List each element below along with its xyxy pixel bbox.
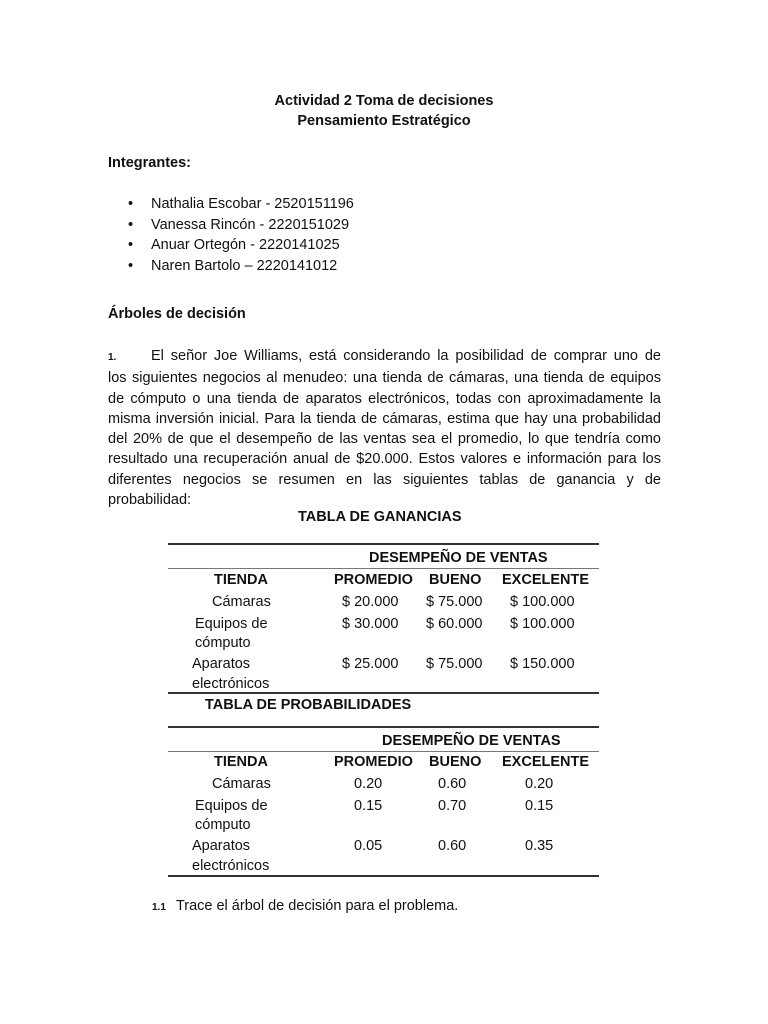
column-header: EXCELENTE <box>502 754 590 770</box>
table-cell: $ 60.000 <box>426 616 483 632</box>
table-cell: Cámaras <box>212 776 271 792</box>
paragraph-line: resultado una recuperación anual de $20.000. Estos valores e información para los <box>108 451 661 468</box>
task-line <box>152 898 458 914</box>
table-cell: $ 25.000 <box>342 656 399 672</box>
table-rule <box>168 692 599 694</box>
document-title: Actividad 2 Toma de decisiones <box>274 93 494 109</box>
table-cell: cómputo <box>195 635 251 651</box>
paragraph-line: los siguientes negocios al menudeo: una tienda de cámaras, una tienda de equipos <box>108 370 661 387</box>
table-cell: electrónicos <box>192 676 270 692</box>
table-rule <box>168 726 599 728</box>
table-cell: $ 20.000 <box>342 594 399 610</box>
bullet-icon: • <box>128 196 134 212</box>
table-cell: $ 150.000 <box>510 656 575 672</box>
paragraph-line: de cómputo o una tienda de aparatos electrónicos, todas con aproximadamente la <box>108 390 661 407</box>
section-heading: Árboles de decisión <box>108 306 246 322</box>
table-rule <box>168 875 599 877</box>
table-cell: electrónicos <box>192 858 270 874</box>
table-cell: Equipos de <box>195 798 268 814</box>
item-number: 1. <box>108 352 117 363</box>
table-cell: $ 100.000 <box>510 616 575 632</box>
column-header: PROMEDIO <box>334 754 413 770</box>
table-cell: 0.60 <box>438 776 467 792</box>
table-cell: $ 75.000 <box>426 656 483 672</box>
column-header: PROMEDIO <box>334 572 413 588</box>
table-rule <box>168 543 599 545</box>
column-header: TIENDA <box>214 572 268 588</box>
list-item: • Nathalia Escobar - 2520151196 <box>128 194 354 215</box>
table-cell: 0.60 <box>438 838 467 854</box>
bullet-icon: • <box>128 216 134 233</box>
document-subtitle: Pensamiento Estratégico <box>297 113 471 129</box>
table-cell: 0.70 <box>438 798 467 814</box>
bullet-icon: • <box>128 237 134 253</box>
table-cell: $ 100.000 <box>510 594 575 610</box>
column-header: BUENO <box>429 572 482 588</box>
gains-group-header: DESEMPEÑO DE VENTAS <box>369 550 548 566</box>
members-list <box>128 194 354 276</box>
paragraph-line: del 20% de que el desempeño de las ventas sea el promedio, lo que tendría como <box>108 431 661 448</box>
paragraph-line: probabilidad: <box>108 492 192 509</box>
table-cell: 0.15 <box>354 798 383 814</box>
task-number: 1.1 <box>152 902 166 913</box>
bullet-icon: • <box>128 257 134 274</box>
paragraph-line: diferentes negocios se resumen en las siguientes tablas de ganancia y de <box>108 471 661 488</box>
task-text: Trace el árbol de decisión para el problema. <box>175 898 459 914</box>
table-cell: Equipos de <box>195 616 268 632</box>
table-rule <box>168 568 599 569</box>
gains-table-title: TABLA DE GANANCIAS <box>298 509 462 525</box>
paragraph-line: misma inversión inicial. Para la tienda de cámaras, estima que hay una probabilidad <box>108 410 661 427</box>
column-header: BUENO <box>429 754 482 770</box>
list-item: • Vanessa Rincón - 2220151029 <box>128 215 354 236</box>
table-cell: 0.15 <box>525 798 554 814</box>
problem-paragraph <box>108 346 661 510</box>
column-header: TIENDA <box>214 754 268 770</box>
table-cell: Aparatos <box>192 656 251 672</box>
table-cell: 0.20 <box>525 776 554 792</box>
table-cell: cómputo <box>195 817 251 833</box>
prob-table-title: TABLA DE PROBABILIDADES <box>205 697 412 713</box>
paragraph-line: 1. El señor Joe Williams, está considerando la posibilidad de comprar uno de <box>108 346 661 368</box>
table-cell: 0.35 <box>525 838 554 854</box>
column-header: EXCELENTE <box>502 572 590 588</box>
table-cell: 0.05 <box>354 838 383 854</box>
list-item: • Anuar Ortegón - 2220141025 <box>128 235 354 256</box>
prob-group-header: DESEMPEÑO DE VENTAS <box>382 733 561 749</box>
table-cell: Cámaras <box>212 594 271 610</box>
members-heading: Integrantes: <box>108 155 191 171</box>
table-cell: $ 75.000 <box>426 594 483 610</box>
table-cell: 0.20 <box>354 776 383 792</box>
table-cell: $ 30.000 <box>342 616 399 632</box>
table-cell: Aparatos <box>192 838 251 854</box>
list-item: • Naren Bartolo – 2220141012 <box>128 256 354 277</box>
